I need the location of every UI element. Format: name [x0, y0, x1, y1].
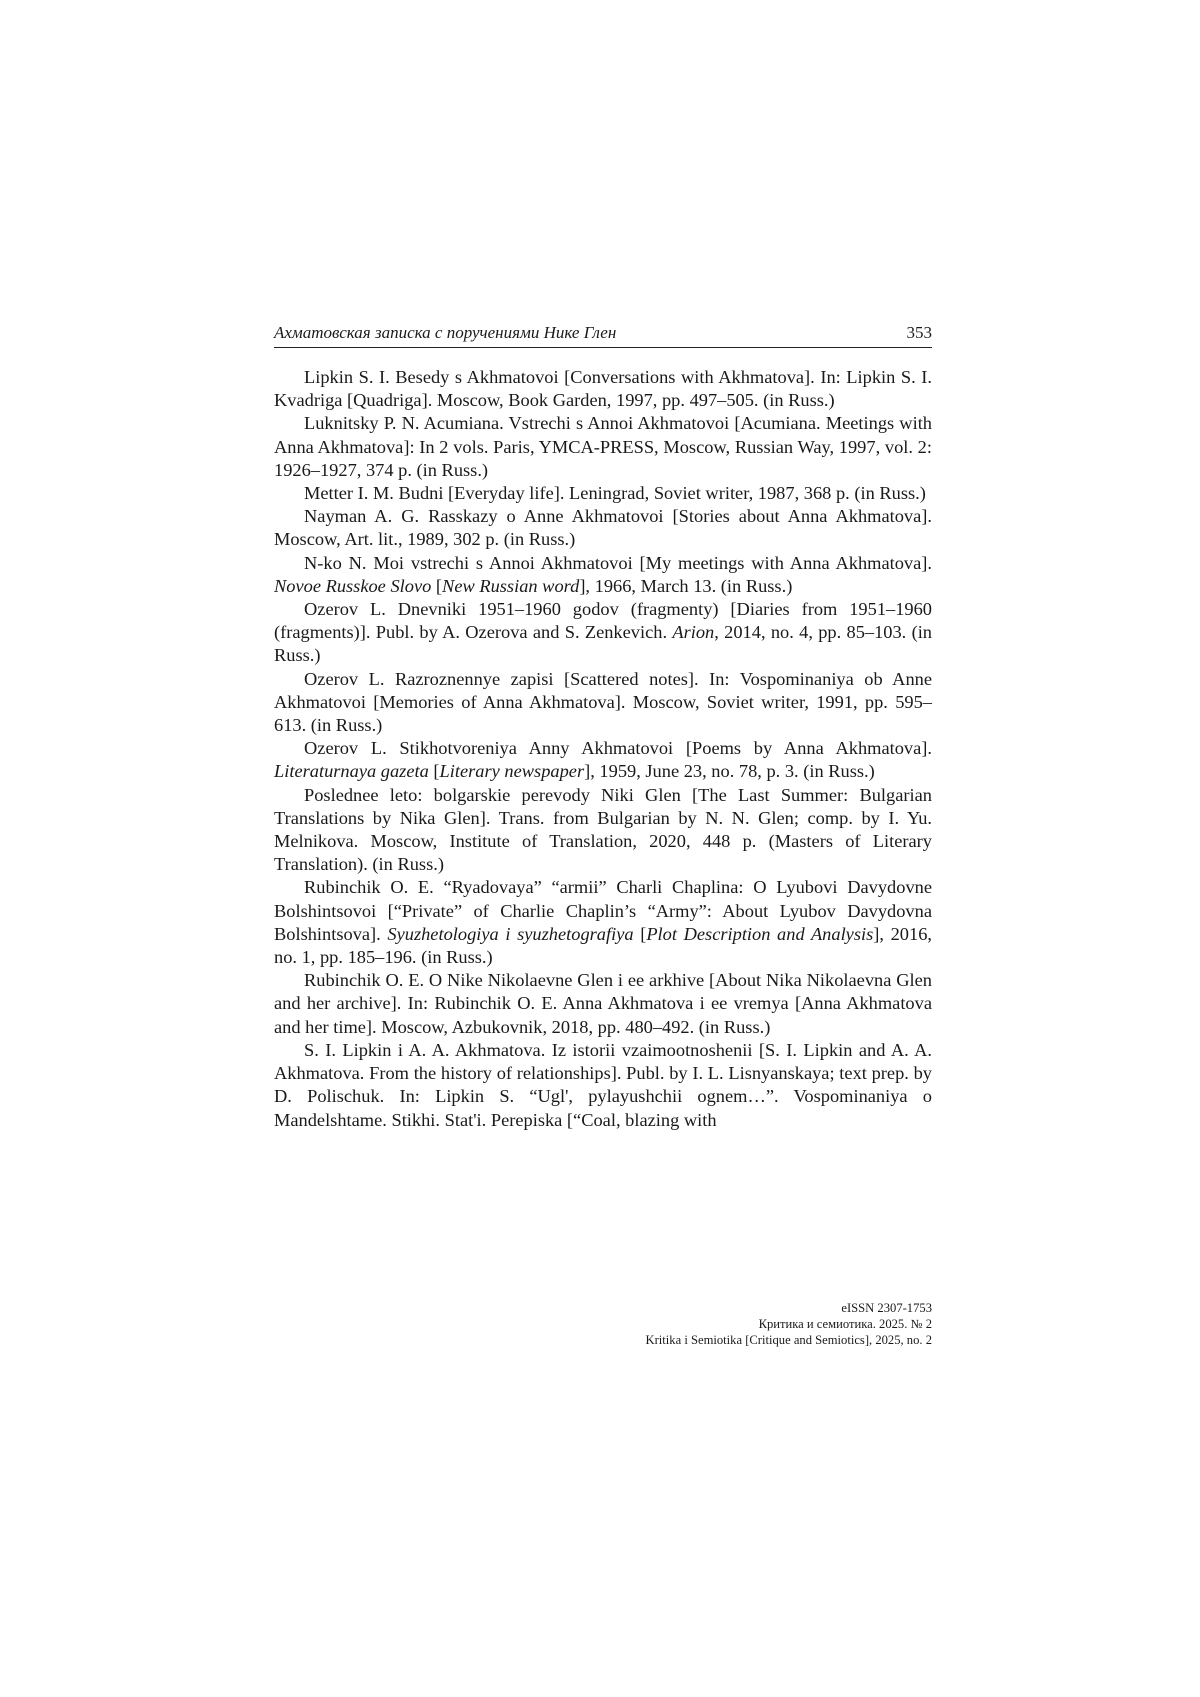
reference-italic-title: Literary newspaper — [439, 761, 585, 782]
running-head — [274, 318, 932, 348]
reference-entry — [274, 1039, 932, 1132]
reference-italic-title: Novoe Russkoe Slovo — [274, 575, 432, 596]
reference-text: Ozerov L. Dnevniki 1951–1960 godov (fragmenty) [Diaries from 1951–1960 (fragments)]. Publ. by A. Ozerova and S. Zenkevich. — [274, 599, 932, 643]
reference-italic-title: New Russian word — [442, 575, 580, 596]
reference-italic-title: Syuzhetologiya i syuzhetografiya — [387, 923, 634, 944]
reference-text: Poslednee leto: bolgarskie perevody Niki Glen [The Last Summer: Bulgarian Translations by Nika Glen]. Trans. from Bulgarian by N. N. Glen; comp. by I. Yu. Melnikova. Moscow, Institute of Translation, 2020, 448 p. (Masters of Literary Translation). (in Russ.) — [274, 784, 932, 875]
page-footer — [560, 1300, 932, 1348]
reference-entry — [274, 876, 932, 969]
reference-text: , 2014, no. 4, pp. 85–103. (in Russ.) — [274, 622, 933, 666]
page-number: 353 — [906, 323, 932, 342]
reference-text: Rubinchik O. E. “Ryadovaya” “armii” Charli Chaplina: O Lyubovi Davydovne Bolshintsovoi [“Private” of Charlie Chaplin’s “Army”: About Lyubov Davydovna Bolshintsova]. — [274, 877, 932, 944]
running-title: Ахматовская записка с поручениями Нике Глен — [274, 323, 617, 342]
reference-text: Ozerov L. Stikhotvoreniya Anny Akhmatovoi [Poems by Anna Akhmatova]. — [304, 738, 932, 759]
reference-entry — [274, 668, 932, 738]
reference-text: Luknitsky P. N. Acumiana. Vstrechi s Annoi Akhmatovoi [Acumiana. Meetings with Anna Akhmatova]: In 2 vols. Paris, YMCA-PRESS, Moscow, Russian Way, 1997, vol. 2: 1926–1927, 374 p. (in Russ.) — [274, 413, 932, 480]
reference-entry — [274, 737, 932, 783]
reference-entry — [274, 505, 932, 551]
reference-text: N-ko N. Moi vstrechi s Annoi Akhmatovoi [My meetings with Anna Akhmatova]. — [304, 552, 932, 573]
reference-text: ], 1966, March 13. (in Russ.) — [579, 575, 793, 596]
reference-entry — [274, 969, 932, 1039]
reference-entry — [274, 598, 932, 668]
reference-italic-title: Plot Description and Analysis — [646, 923, 874, 944]
reference-text: [ — [428, 761, 440, 782]
reference-entry — [274, 552, 932, 598]
reference-text: [ — [633, 923, 647, 944]
reference-text: Rubinchik O. E. O Nike Nikolaevne Glen i ee arkhive [About Nika Nikolaevna Glen and her archive]. In: Rubinchik O. E. Anna Akhmatova i ee vremya [Anna Akhmatova and her time]. Moscow, Azbukovnik, 2018, pp. 480–492. (in Russ.) — [274, 970, 932, 1037]
reference-text: [ — [431, 575, 443, 596]
reference-entry — [274, 412, 932, 482]
reference-text: ], 1959, June 23, no. 78, p. 3. (in Russ.) — [584, 761, 875, 782]
reference-text: Ozerov L. Razroznennye zapisi [Scattered notes]. In: Vospominaniya ob Anne Akhmatovoi [Memories of Anna Akhmatova]. Moscow, Soviet writer, 1991, pp. 595–613. (in Russ.) — [274, 668, 932, 736]
reference-text: S. I. Lipkin i A. A. Akhmatova. Iz istorii vzaimootnoshenii [S. I. Lipkin and A. A. Akhmatova. From the history of relationships]. Publ. by I. L. Lisnyanskaya; text prep. by D. Polischuk. In: Lipkin S. “Ugl', pylayushchii ognem…”. Vospominaniya o Mandelshtame. Stikhi. Stat'i. Perepiska [“Coal, blazing with — [274, 1039, 932, 1130]
footer-journal-en: Kritika i Semiotika [Critique and Semiotics], 2025, no. 2 — [645, 1333, 932, 1347]
reference-text: ], 2016, no. 1, pp. 185–196. (in Russ.) — [274, 923, 932, 968]
reference-text: Lipkin S. I. Besedy s Akhmatovoi [Conversations with Akhmatova]. In: Lipkin S. I. Kvadriga [Quadriga]. Moscow, Book Garden, 1997, pp. 497–505. (in Russ.) — [274, 367, 932, 411]
reference-italic-title: Arion — [672, 622, 715, 643]
reference-text: Metter I. M. Budni [Everyday life]. Leningrad, Soviet writer, 1987, 368 p. (in Russ.) — [304, 483, 926, 504]
footer-journal-ru: Критика и семиотика. 2025. № 2 — [758, 1317, 932, 1331]
reference-italic-title: Literaturnaya gazeta — [274, 761, 429, 782]
reference-list — [274, 366, 932, 1132]
reference-entry — [274, 784, 932, 877]
footer-issn: eISSN 2307-1753 — [841, 1301, 932, 1315]
reference-entry — [274, 482, 932, 505]
reference-text: Nayman A. G. Rasskazy o Anne Akhmatovoi [Stories about Anna Akhmatova]. Moscow, Art. lit., 1989, 302 p. (in Russ.) — [274, 506, 932, 550]
reference-entry — [274, 366, 932, 412]
